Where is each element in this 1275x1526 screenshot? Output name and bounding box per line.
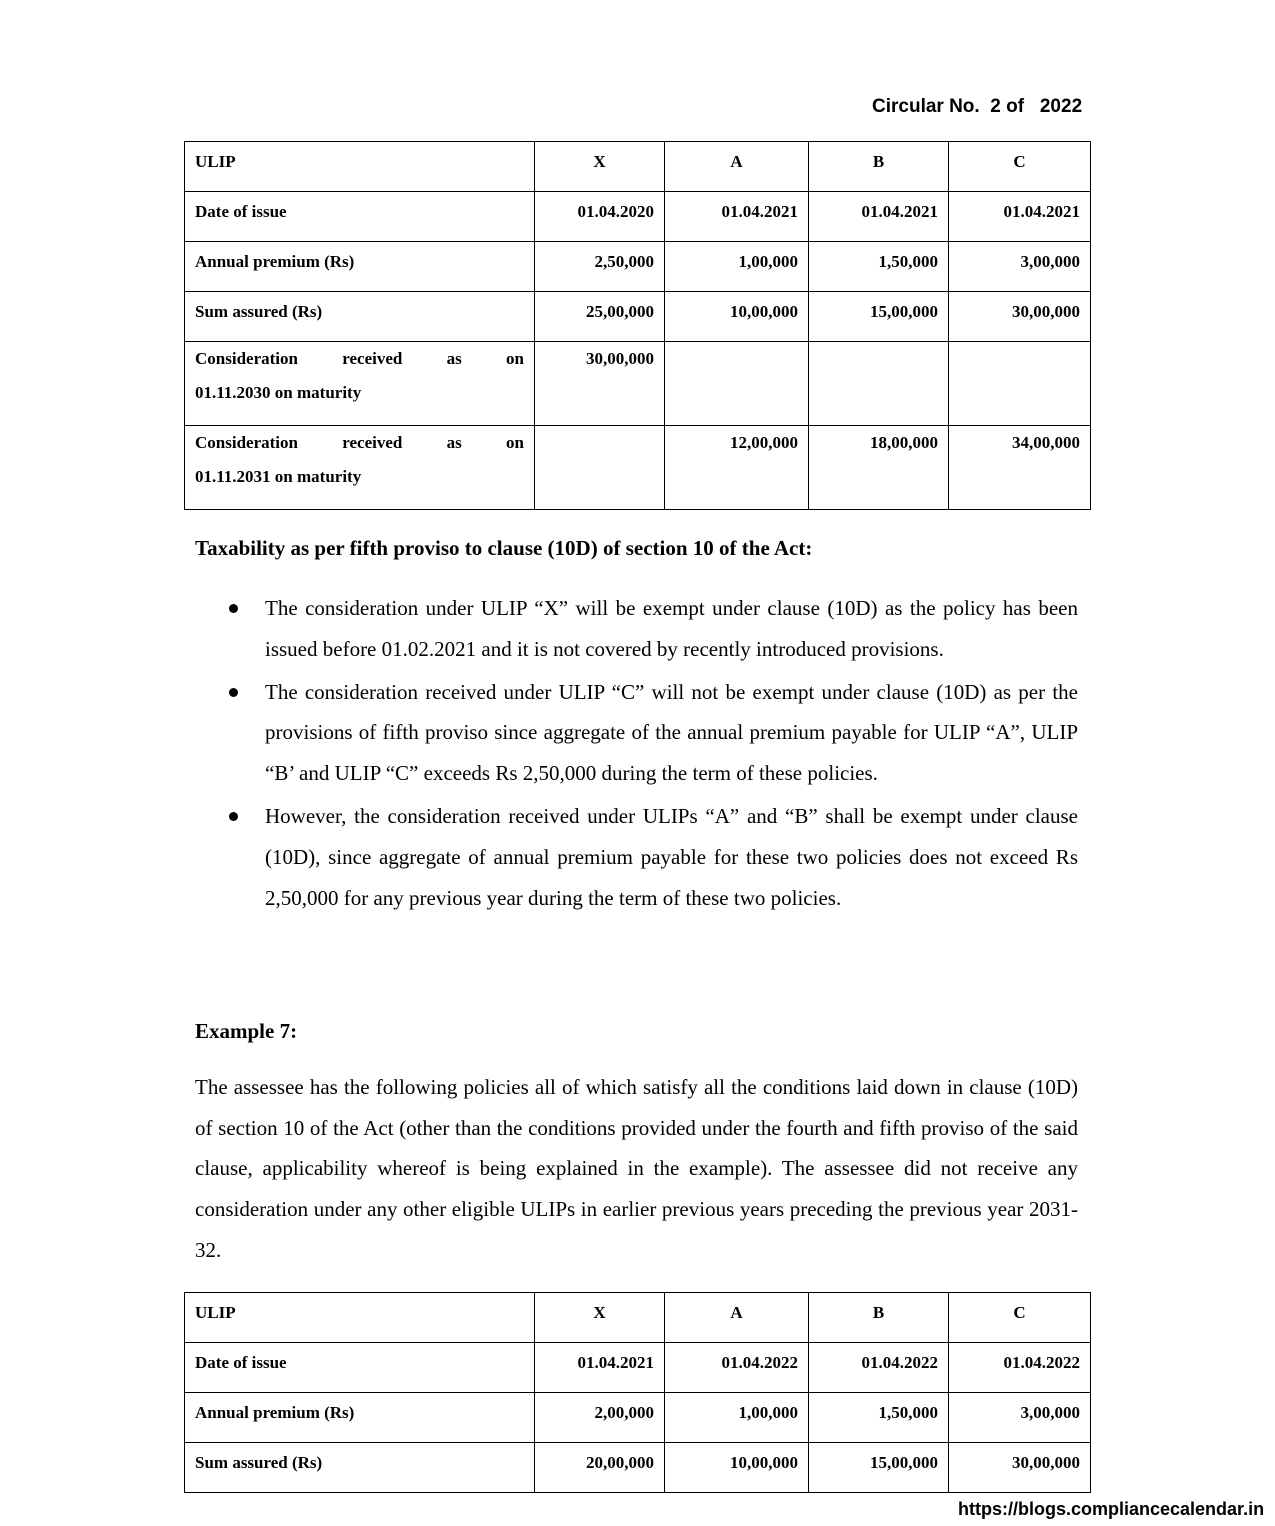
row-label: Sum assured (Rs) [185, 292, 535, 342]
table-cell: 1,50,000 [809, 242, 949, 292]
row-label: Date of issue [185, 192, 535, 242]
column-header: ULIP [185, 1293, 535, 1343]
table-cell: 30,00,000 [535, 342, 665, 426]
example-paragraph: The assessee has the following policies all of which satisfy all the conditions laid down in clause (10D) of section 10 of the Act (other than the conditions provided under the fourth and fifth proviso of the said clause, applicability whereof is being explained in the example). The assessee did not receive any consideration under any other eligible ULIPs in earlier previous years preceding the previous year 2031-32. [195, 1075, 1078, 1262]
row-label: Annual premium (Rs) [185, 1393, 535, 1443]
column-header: ULIP [185, 142, 535, 192]
table-cell: 2,50,000 [535, 242, 665, 292]
table-cell: 01.04.2021 [809, 192, 949, 242]
table-cell: 1,00,000 [665, 1393, 809, 1443]
table-cell: 10,00,000 [665, 292, 809, 342]
table-cell: 3,00,000 [949, 242, 1091, 292]
table-cell: 01.04.2021 [535, 1343, 665, 1393]
table-cell: 01.04.2021 [665, 192, 809, 242]
list-item [195, 588, 1078, 670]
table-cell: 1,50,000 [809, 1393, 949, 1443]
bullet-icon [229, 604, 238, 613]
circular-number: Circular No. 2 of 2022 [872, 96, 1083, 117]
row-label-line: Consideration received as on [195, 349, 524, 368]
table-cell: 15,00,000 [809, 292, 949, 342]
table-row [185, 242, 1091, 292]
table-row [185, 1393, 1091, 1443]
table-cell: 30,00,000 [949, 292, 1091, 342]
list-item [195, 672, 1078, 794]
column-header: C [949, 142, 1091, 192]
row-label: Annual premium (Rs) [185, 242, 535, 292]
table-row [185, 342, 1091, 426]
table-cell [949, 342, 1091, 426]
table-row [185, 192, 1091, 242]
table-row [185, 1343, 1091, 1393]
table-cell: 01.04.2022 [809, 1343, 949, 1393]
list-item-text: However, the consideration received under ULIPs “A” and “B” shall be exempt under clause (10D), since aggregate of annual premium payable for these two policies does not exceed Rs 2,50,000 for any previous year during the term of these two policies. [265, 803, 1078, 910]
table-cell: 18,00,000 [809, 426, 949, 510]
ulip-table-1 [184, 141, 1091, 510]
table-header-row [185, 1293, 1091, 1343]
table-row [185, 426, 1091, 510]
list-item-text: The consideration under ULIP “X” will be exempt under clause (10D) as the policy has been issued before 01.02.2021 and it is not covered by recently introduced provisions. [265, 596, 1078, 661]
row-label: Sum assured (Rs) [185, 1443, 535, 1493]
table-row [185, 1443, 1091, 1493]
table-cell: 01.04.2022 [949, 1343, 1091, 1393]
list-item-text: The consideration received under ULIP “C” will not be exempt under clause (10D) as per the provisions of fifth proviso since aggregate of the annual premium payable for ULIP “A”, ULIP “B’ and ULIP “C” exceeds Rs 2,50,000 during the term of these policies. [265, 679, 1078, 786]
row-label-line: 01.11.2030 on maturity [195, 383, 362, 402]
table-cell: 20,00,000 [535, 1443, 665, 1493]
table-cell [535, 426, 665, 510]
table-cell [809, 342, 949, 426]
table-cell: 12,00,000 [665, 426, 809, 510]
column-header: X [535, 1293, 665, 1343]
table-cell: 34,00,000 [949, 426, 1091, 510]
table-header-row [185, 142, 1091, 192]
bullet-icon [229, 812, 238, 821]
table-cell: 1,00,000 [665, 242, 809, 292]
footer-url: https://blogs.compliancecalendar.in [958, 1499, 1265, 1519]
table-cell: 3,00,000 [949, 1393, 1091, 1443]
list-item [195, 796, 1078, 918]
table-cell: 01.04.2022 [665, 1343, 809, 1393]
column-header: B [809, 142, 949, 192]
example-heading: Example 7: [195, 1019, 298, 1043]
table-cell: 30,00,000 [949, 1443, 1091, 1493]
column-header: A [665, 1293, 809, 1343]
table-row [185, 292, 1091, 342]
ulip-table-2 [184, 1292, 1091, 1493]
column-header: A [665, 142, 809, 192]
column-header: X [535, 142, 665, 192]
row-label-line: Consideration received as on [195, 433, 524, 452]
table-cell: 15,00,000 [809, 1443, 949, 1493]
table-cell: 2,00,000 [535, 1393, 665, 1443]
row-label-line: 01.11.2031 on maturity [195, 467, 362, 486]
taxability-heading: Taxability as per fifth proviso to clause (10D) of section 10 of the Act: [195, 536, 813, 560]
column-header: B [809, 1293, 949, 1343]
table-cell: 25,00,000 [535, 292, 665, 342]
table-cell: 01.04.2020 [535, 192, 665, 242]
column-header: C [949, 1293, 1091, 1343]
bullet-icon [229, 688, 238, 697]
table-cell [665, 342, 809, 426]
row-label: Date of issue [185, 1343, 535, 1393]
row-label [185, 426, 535, 510]
table-cell: 01.04.2021 [949, 192, 1091, 242]
table-cell: 10,00,000 [665, 1443, 809, 1493]
row-label [185, 342, 535, 426]
taxability-bullet-list [195, 588, 1078, 920]
